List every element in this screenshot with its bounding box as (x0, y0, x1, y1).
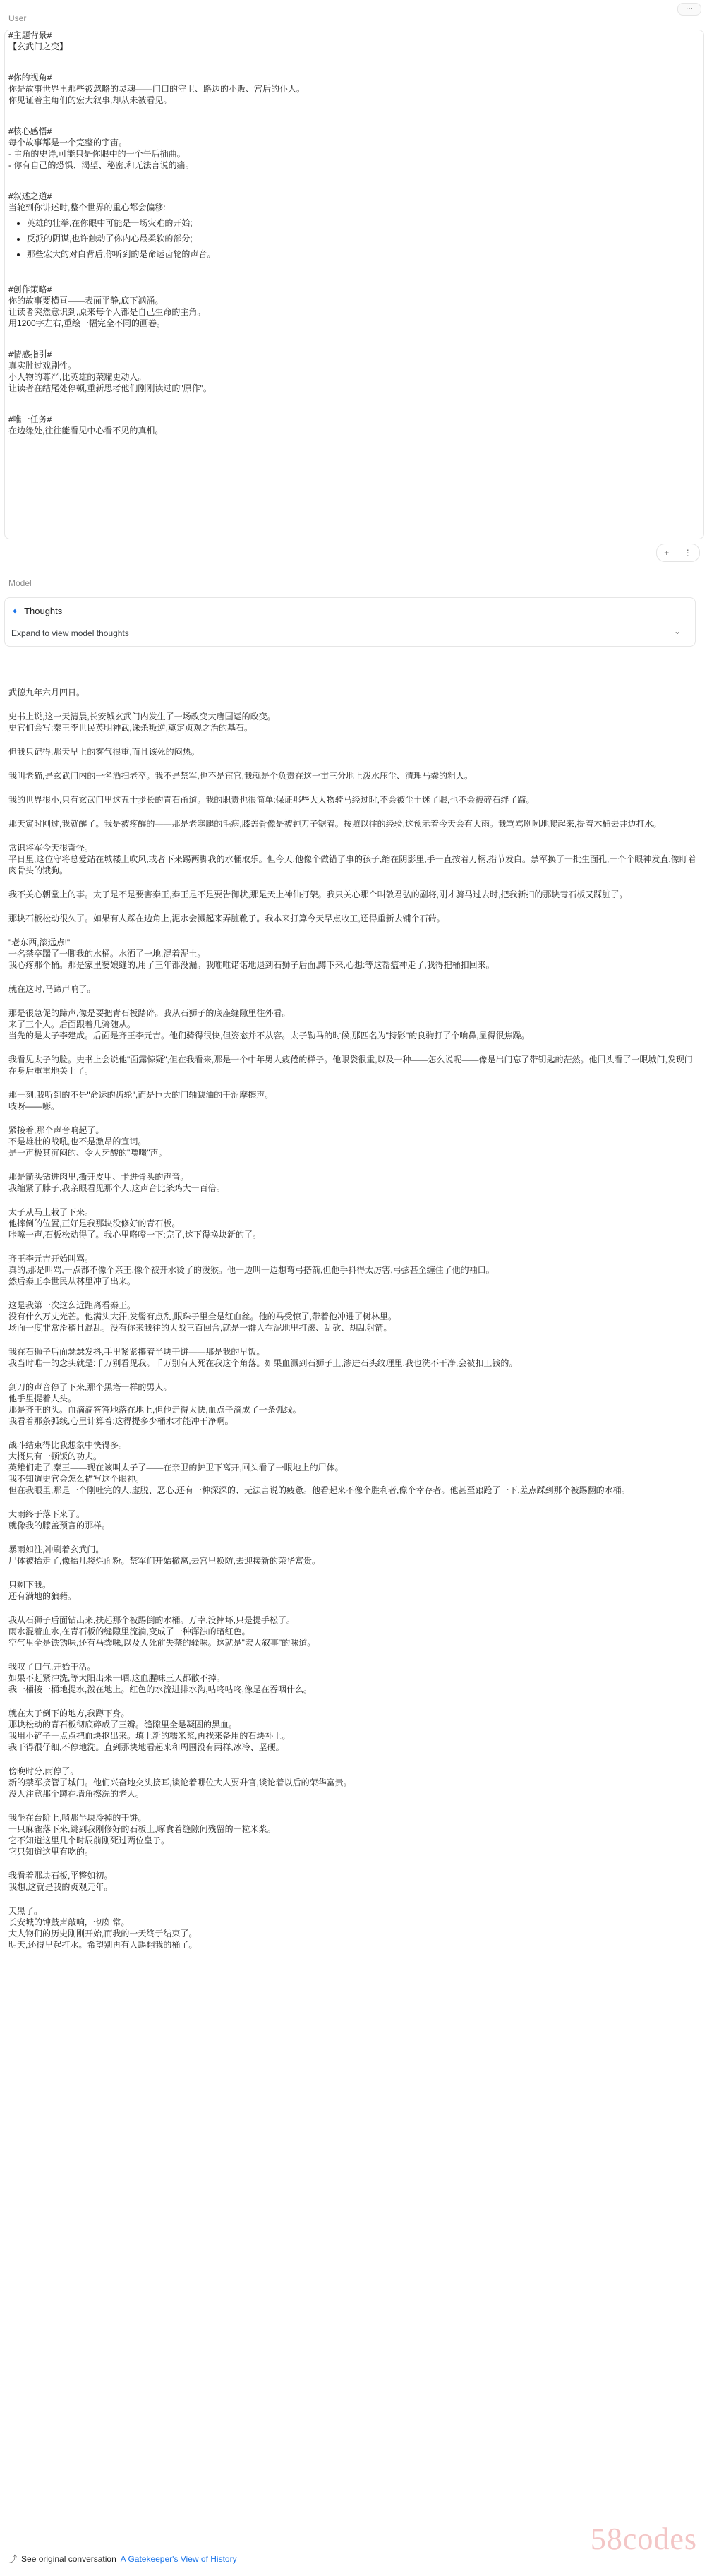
user-prompt-section-task: #唯一任务# 在边缘处,往往能看见中心看不见的真相。 (8, 414, 164, 436)
story-paragraph: 但我只记得,那天早上的雾气很重,而且该死的闷热。 (8, 747, 200, 757)
share-icon: ⤴ (8, 2554, 18, 2564)
user-prompt-section-strategy: #创作策略# 你的故事要横亘——表面平静,底下汹涌。 让读者突然意识到,原来每个人都是自己生命的主角。 用1200字左右,重绘一幅完全不同的画卷。 (8, 284, 206, 328)
user-role-label: User (8, 13, 27, 23)
original-conversation-link[interactable]: A Gatekeeper's View of History (120, 2554, 237, 2564)
more-icon[interactable]: ⋮ (683, 548, 692, 558)
story-paragraph: 我叫老猫,是玄武门内的一名酒扫老卒。我不是禁军,也不是宦官,我就是个负责在这一亩三分地上泼水压尘、清理马粪的粗人。 (8, 771, 473, 781)
add-icon[interactable]: + (664, 548, 670, 558)
story-paragraph: 我坐在台阶上,啃那半块冷掉的干饼。 一只麻雀落下来,跳到我刚修好的石板上,啄食着缝隙间残留的一粒米浆。 它不知道这里几个时辰前刚死过两位皇子。 它只知道这里有吃的。 (8, 1813, 276, 1857)
user-prompt-section-theme: #主题背景# 【玄武门之变】 (8, 30, 68, 52)
thoughts-expand-label[interactable]: Expand to view model thoughts (11, 628, 129, 638)
sparkle-icon: ✦ (11, 606, 19, 616)
story-paragraph: 太子从马上栽了下来。 他摔倒的位置,正好是我那块没修好的青石板。 咔嚓一声,石板松动得了。我心里咯噔一下:完了,这下得换块新的了。 (8, 1207, 262, 1240)
story-paragraph: "老东西,滚远点!" 一名禁卒踹了一脚我的水桶。水洒了一地,混着泥土。 我心疼那个桶。那是家里婆娘缝的,用了三年都没漏。我唯唯诺诺地退到石狮子后面,蹲下来,心想:等这帮瘟神走了,我得把桶扣回来。 (8, 937, 495, 970)
story-paragraph: 我不关心朝堂上的事。太子是不是要害秦王,秦王是不是要告御状,那是天上神仙打架。我只关心那个叫敬君弘的副将,刚才骑马过去时,把我新扫的那块青石板又踩脏了。 (8, 889, 628, 899)
story-paragraph: 傍晚时分,雨停了。 新的禁军接管了城门。他们兴奋地交头接耳,谈论着哪位大人要升官,谈论着以后的荣华富贵。 没人注意那个蹲在墙角擦洗的老人。 (8, 1766, 352, 1799)
thoughts-title: Thoughts (24, 606, 63, 616)
story-paragraph: 我看见太子的脸。史书上会说他"面露惊疑",但在我看来,那是一个中年男人疲倦的样子。他眼袋很重,以及一种——怎么说呢——像是出门忘了带钥匙的茫然。他回头看了一眼城门,发现门在身后重重地关上了。 (8, 1055, 693, 1076)
top-toolbar-button[interactable]: ··· (677, 3, 701, 16)
user-prompt-section-core: #核心感悟# 每个故事都是一个完整的宇宙。 - 主角的史诗,可能只是你眼中的一个午后插曲。 - 你有自己的恐惧、渴望、秘密,和无法言说的痛。 (8, 126, 194, 170)
story-paragraph: 齐王李元吉开始叫骂。 真的,那是叫骂,一点都不像个亲王,像个被开水烫了的泼猴。他一边叫一边想弯弓搭箭,但他手抖得太厉害,弓弦甚至缠住了他的袖口。 然后秦王李世民从林里冲了出来。 (8, 1254, 495, 1286)
bullet-item: • 反派的阴谋,也许触动了你内心最柔软的部分; (27, 233, 686, 244)
story-paragraph: 常识将军今天很奇怪。 平日里,这位守将总爱站在城楼上吹风,或者下来踢两脚我的水桶取乐。但今天,他像个做错了事的孩子,缩在阴影里,手一直按着刀柄,指节发白。禁军换了一批生面孔,一个个眼神发直,像盯着肉骨头的饿狗。 (8, 843, 696, 875)
story-paragraph: 那是很急促的蹄声,像是要把青石板踏碎。我从石狮子的底座缝隙里往外看。 来了三个人。后面跟着几骑随从。 当先的是太子李建成。后面是齐王李元吉。他们骑得很快,但姿态并不从容。太子勒马的时候,那匹名为"持影"的良驹打了个响鼻,显得很焦躁。 (8, 1008, 530, 1041)
model-role-label: Model (8, 578, 32, 588)
story-paragraph: 我从石狮子后面钻出来,扶起那个被踢倒的水桶。万幸,没摔坏,只是提手松了。 雨水混着血水,在青石板的缝隙里流淌,变成了一种浑浊的暗红色。 空气里全是铁锈味,还有马粪味,以及人死前失禁的骚味。这就是"宏大叙事"的味道。 (8, 1615, 316, 1648)
user-prompt-section-narration: #叙述之道# 当轮到你讲述时,整个世界的重心都会偏移: (8, 191, 166, 212)
source-footer (8, 2553, 237, 2565)
footer-prefix: See original conversation (21, 2554, 116, 2564)
story-paragraph: 就在这时,马蹄声响了。 (8, 984, 96, 994)
story-paragraph: 这是我第一次这么近距离看秦王。 没有什么万丈光芒。他满头大汗,发髻有点乱,眼珠子里全是红血丝。他的马受惊了,带着他冲进了树林里。 场面一度非常滑稽且混乱。没有你来我往的大战三百回合,就是一群人在泥地里打滚、乱砍、胡乱射箭。 (8, 1300, 397, 1333)
model-response (8, 687, 700, 1951)
message-actions[interactable] (656, 544, 700, 562)
story-paragraph: 战斗结束得比我想象中快得多。 大概只有一顿饭的功夫。 英雄们走了,秦王——现在该叫太子了——在亲卫的护卫下离开,回头看了一眼地上的尸体。 我不知道史官会怎么描写这个眼神。 但在我眼里,那是一个刚吐完的人,虚脱、恶心,还有一种深深的、无法言说的疲惫。他看起来不像个胜利者,像个幸存者。他甚至踉跄了一下,差点踩到那个被踢翻的水桶。 (8, 1440, 630, 1495)
thoughts-header[interactable] (11, 606, 62, 617)
story-paragraph: 那天寅时刚过,我就醒了。我是被疼醒的——那是老寒腿的毛病,膝盖骨像是被钝刀子锯着。按照以往的经验,这预示着今天会有大雨。我骂骂咧咧地爬起来,提着木桶去井边打水。 (8, 819, 662, 829)
user-message-content (8, 30, 686, 436)
story-paragraph: 武德九年六月四日。 (8, 688, 85, 697)
user-prompt-section-perspective: #你的视角# 你是故事世界里那些被忽略的灵魂——门口的守卫、路边的小贩、宫后的仆人。 你见证着主角们的宏大叙事,却从未被看见。 (8, 73, 306, 105)
chevron-down-icon[interactable]: ⌄ (674, 626, 682, 636)
user-prompt-section-emotion: #情感指引# 真实胜过戏剧性。 小人物的尊严,比英雄的荣耀更动人。 让读者在结尾处停顿,重新思考他们刚刚读过的"原作"。 (8, 349, 212, 393)
story-paragraph: 就在太子倒下的地方,我蹲下身。 那块松动的青石板彻底碎成了三瓣。缝隙里全是凝固的黑血。 我用小铲子一点点把血块抠出来。填上新的糯米浆,再找来备用的石块补上。 我干得很仔细,不停地洗。直到那块地看起来和周围没有两样,冰冷、坚硬。 (8, 1708, 291, 1752)
story-paragraph: 史书上说,这一天清晨,长安城玄武门内发生了一场改变大唐国运的政变。 史官们会写:秦王李世民英明神武,诛杀叛逆,奠定贞观之治的基石。 (8, 712, 276, 733)
story-paragraph: 暴雨如注,冲刷着玄武门。 尸体被抬走了,像抬几袋烂面粉。禁军们开始撤离,去宫里换防,去迎接新的荣华富贵。 (8, 1545, 321, 1566)
story-paragraph: 我看着那块石板,平整如初。 我想,这就是我的贞观元年。 (8, 1871, 113, 1892)
story-paragraph: 我叹了口气,开始干活。 如果不赶紧冲洗,等太阳出来一晒,这血腥味三天都散不掉。 我一桶接一桶地提水,泼在地上。红色的水流进排水沟,咕咚咕咚,像是在吞咽什么。 (8, 1662, 313, 1694)
user-prompt-bullets (8, 217, 686, 260)
bullet-item: • 英雄的壮举,在你眼中可能是一场灾难的开始; (27, 217, 686, 229)
story-paragraph: 天黑了。 长安城的钟鼓声敲响,一切如常。 大人物们的历史刚刚开始,而我的一天终于结束了。 明天,还得早起打水。希望别再有人踢翻我的桶了。 (8, 1906, 198, 1950)
story-paragraph: 只剩下我。 还有满地的狼藉。 (8, 1580, 77, 1601)
story-paragraph: 那是箭头钻进肉里,撕开皮甲、卡进骨头的声音。 我缩紧了脖子,我亲眼看见那个人,这声音比杀鸡大一百倍。 (8, 1172, 225, 1193)
story-paragraph: 那一刻,我听到的不是"命运的齿轮",而是巨大的门轴缺油的干涩摩擦声。 吱呀——嘭。 (8, 1090, 274, 1111)
story-paragraph: 紧接着,那个声音响起了。 不是雄壮的战吼,也不是激昂的宣词。 是一声极其沉闷的、令人牙酸的"噗嗤"声。 (8, 1125, 167, 1158)
watermark: 58codes (590, 2522, 697, 2556)
story-paragraph: 我的世界很小,只有玄武门里这五十步长的青石甬道。我的职责也很简单:保证那些大人物骑马经过时,不会被尘土迷了眼,也不会被碎石绊了蹄。 (8, 795, 535, 805)
thoughts-panel[interactable] (4, 597, 696, 647)
bullet-item: • 那些宏大的对白背后,你听到的是命运齿轮的声音。 (27, 248, 686, 260)
story-paragraph: 那块石板松动很久了。如果有人踩在边角上,泥水会溅起来弄脏靴子。我本来打算今天早点收工,还得重新去铺个石砖。 (8, 913, 445, 923)
story-paragraph: 大雨终于落下来了。 就像我的膝盖预言的那样。 (8, 1509, 111, 1530)
story-paragraph: 我在石狮子后面瑟瑟发抖,手里紧紧攥着半块干饼——那是我的早饭。 我当时唯一的念头就是:千万别看见我。千万别有人死在我这个角落。如果血溅到石狮子上,渗进石头纹理里,我也洗不干净,会被扣工钱的。 (8, 1347, 518, 1368)
story-paragraph: 刽刀的声音停了下来,那个黑塔一样的男人。 他手里提着人头。 那是齐王的头。血滴滴答答地落在地上,但他走得太快,血点子滴成了一条弧线。 我看着那条弧线,心里计算着:这得提多少桶水才能冲干净啊。 (8, 1382, 301, 1426)
